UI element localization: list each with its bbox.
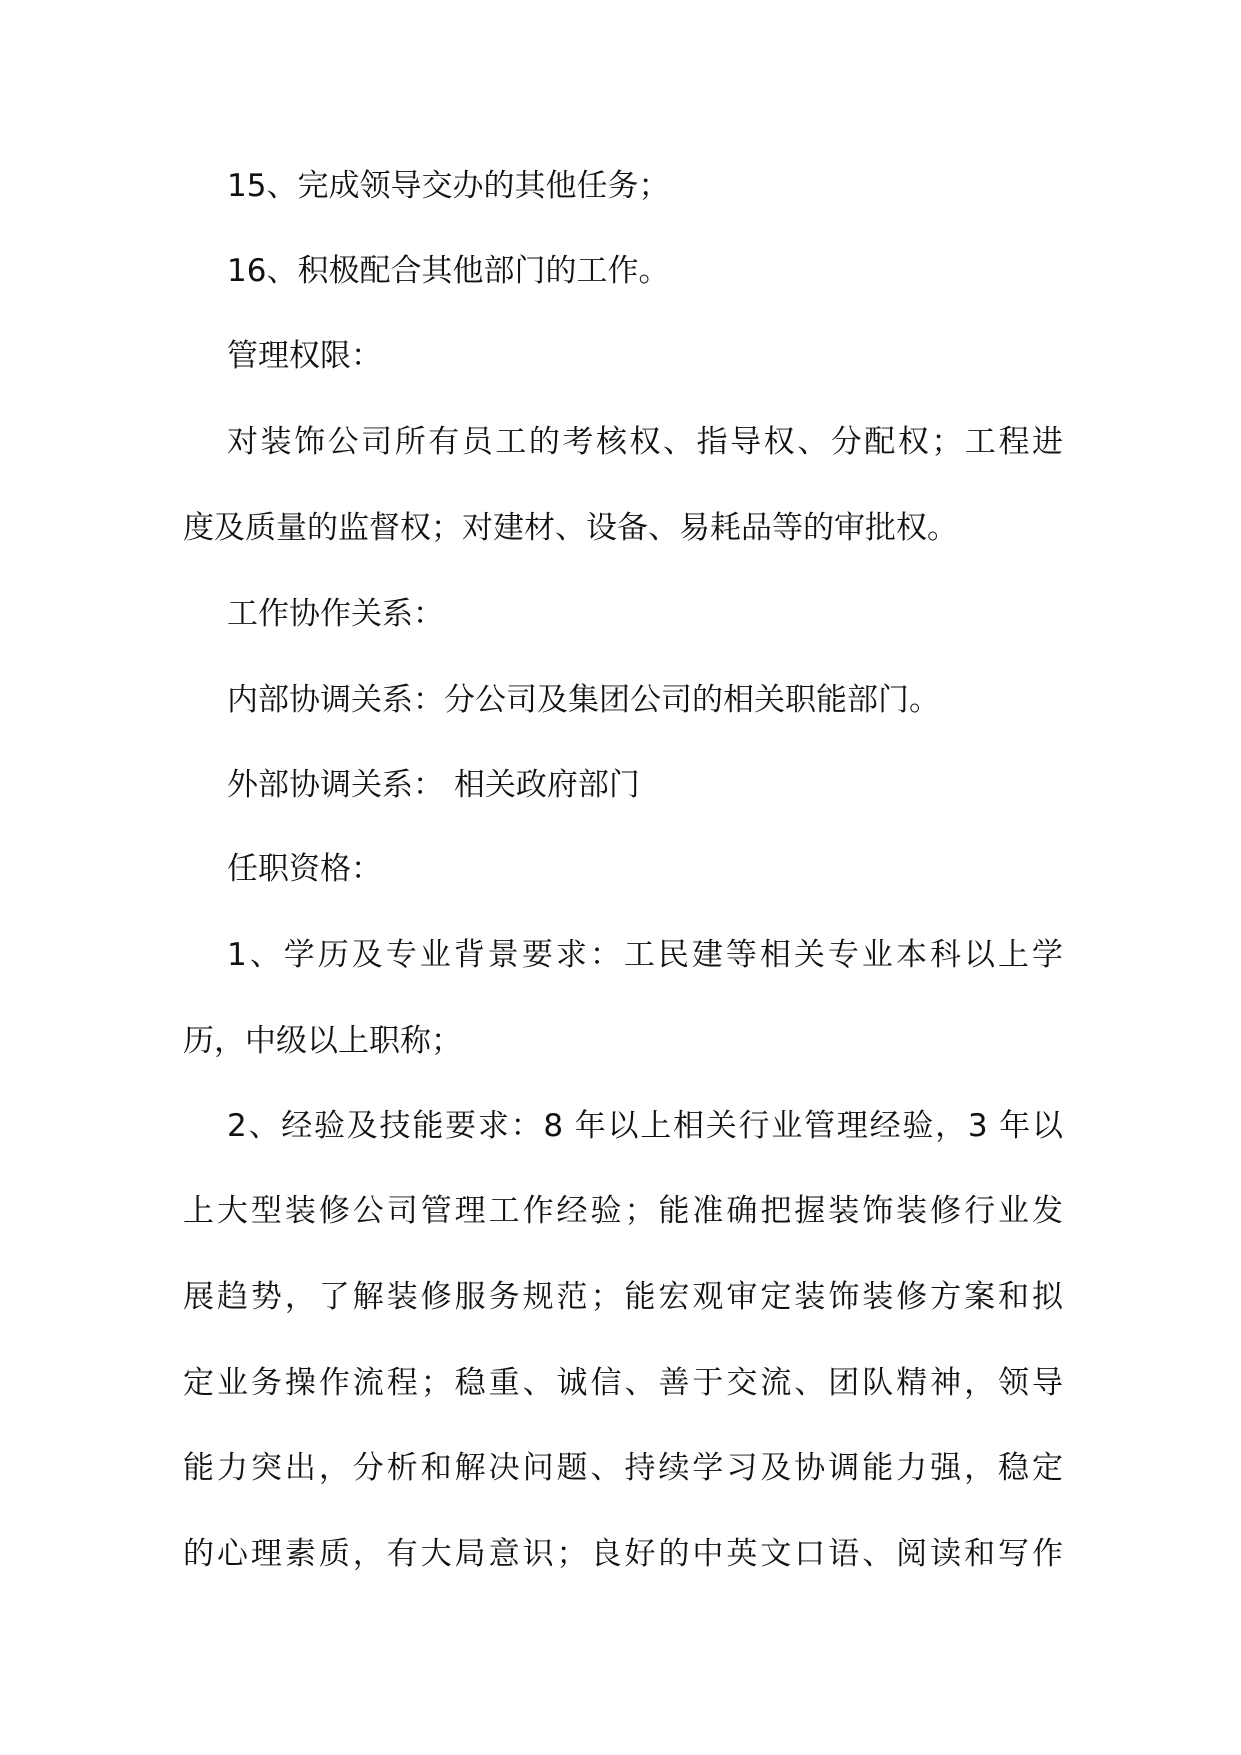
- section-heading: 任职资格：: [227, 851, 382, 887]
- section-heading: 管理权限：: [227, 338, 382, 374]
- text-line: 外部协调关系： 相关政府部门: [227, 767, 640, 803]
- text-line: 内部协调关系：分公司及集团公司的相关职能部门。: [227, 682, 940, 718]
- text-line: 1、学历及专业背景要求：工民建等相关专业本科以上学: [227, 937, 1063, 973]
- text-line: 历，中级以上职称；: [183, 1023, 462, 1059]
- section-heading: 工作协作关系：: [227, 596, 444, 632]
- text-line: 2、经验及技能要求：8 年以上相关行业管理经验，3 年以: [227, 1108, 1063, 1144]
- text-line: 16、积极配合其他部门的工作。: [227, 253, 670, 289]
- text-line: 能力突出，分析和解决问题、持续学习及协调能力强，稳定: [183, 1450, 1063, 1486]
- text-line: 上大型装修公司管理工作经验；能准确把握装饰装修行业发: [183, 1193, 1063, 1229]
- text-line: 展趋势，了解装修服务规范；能宏观审定装饰装修方案和拟: [183, 1279, 1063, 1315]
- text-line: 的心理素质，有大局意识；良好的中英文口语、阅读和写作: [183, 1536, 1063, 1572]
- text-line: 度及质量的监督权；对建材、设备、易耗品等的审批权。: [183, 510, 958, 546]
- text-line: 定业务操作流程；稳重、诚信、善于交流、团队精神，领导: [183, 1365, 1063, 1401]
- text-line: 对装饰公司所有员工的考核权、指导权、分配权；工程进: [227, 424, 1063, 460]
- text-line: 15、完成领导交办的其他任务；: [227, 168, 670, 204]
